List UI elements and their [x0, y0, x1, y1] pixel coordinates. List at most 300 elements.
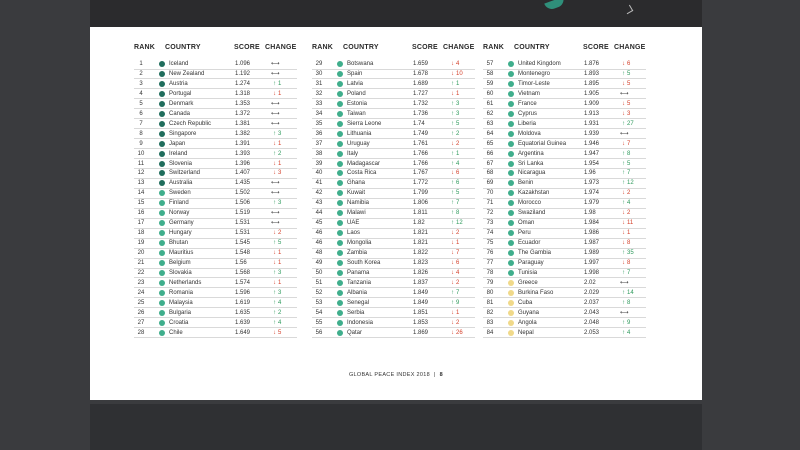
change-cell [449, 129, 459, 139]
change-cell [271, 318, 281, 328]
table-row [134, 79, 304, 89]
change-value: 12 [627, 180, 634, 187]
peace-level-dot-icon [159, 101, 165, 107]
country-cell: Kuwait [347, 190, 366, 197]
change-value: 4 [456, 160, 460, 167]
peace-level-dot-icon [508, 250, 514, 256]
score-cell: 1.596 [235, 289, 251, 296]
rank-cell: 77 [486, 260, 494, 266]
score-cell: 1.973 [584, 180, 600, 187]
change-cell [271, 328, 281, 338]
change-value: 12 [456, 220, 463, 227]
table-row [483, 188, 653, 198]
score-cell: 1.749 [413, 130, 429, 137]
arrow-up-icon: ↑ [622, 180, 625, 187]
country-cell: Spain [347, 70, 363, 77]
country-cell: Lithuania [347, 130, 372, 137]
arrow-down-icon: ↓ [451, 329, 454, 336]
table-row [134, 69, 304, 79]
change-cell [620, 288, 634, 298]
arrow-up-icon: ↑ [622, 70, 625, 77]
change-value: 5 [456, 120, 460, 127]
country-cell: Albania [347, 289, 368, 296]
arrow-down-icon: ↓ [273, 329, 276, 336]
change-cell [271, 218, 278, 228]
change-cell [620, 208, 630, 218]
country-cell: Bhutan [169, 240, 189, 247]
arrow-down-icon: ↓ [622, 61, 625, 67]
peace-level-dot-icon [508, 300, 514, 306]
change-cell [271, 288, 281, 298]
table-row [312, 218, 482, 228]
table-row [134, 159, 304, 169]
peace-level-dot-icon [508, 71, 514, 77]
change-cell [271, 178, 278, 188]
peace-level-dot-icon [337, 290, 343, 296]
table-row [312, 109, 482, 119]
country-cell: Germany [169, 220, 194, 227]
change-value: 1 [456, 240, 460, 247]
peace-level-dot-icon [337, 131, 343, 137]
peace-level-dot-icon [337, 180, 343, 186]
change-cell [449, 278, 459, 288]
rank-cell: 43 [315, 200, 323, 207]
table-row [483, 328, 653, 338]
peace-level-dot-icon [159, 230, 165, 236]
table-row [483, 178, 653, 188]
rank-cell: 10 [137, 150, 145, 157]
score-cell: 1.574 [235, 279, 251, 286]
score-cell: 2.029 [584, 289, 600, 296]
country-cell: Morocco [518, 200, 542, 207]
change-cell [271, 188, 278, 198]
table-row [134, 198, 304, 208]
country-cell: Madagascar [347, 160, 381, 167]
change-value: 2 [278, 150, 282, 157]
peace-level-dot-icon [508, 260, 514, 266]
peace-level-dot-icon [508, 280, 514, 286]
arrow-down-icon: ↓ [451, 250, 454, 257]
change-cell [449, 178, 459, 188]
change-cell [271, 238, 281, 248]
table-row [312, 268, 482, 278]
rank-cell: 58 [486, 70, 494, 77]
header-change: CHANGE [443, 44, 475, 51]
header-country: COUNTRY [514, 44, 550, 51]
score-cell: 1.096 [235, 61, 251, 67]
score-cell: 1.821 [413, 230, 429, 237]
table-row [483, 89, 653, 99]
score-cell: 1.736 [413, 110, 429, 117]
no-change-icon: ⟷ [271, 70, 280, 77]
change-cell [271, 258, 281, 268]
change-value: 5 [456, 190, 460, 197]
peace-level-dot-icon [159, 71, 165, 77]
change-cell [271, 149, 281, 159]
peace-level-dot-icon [337, 141, 343, 147]
peace-level-dot-icon [337, 111, 343, 117]
change-cell [271, 99, 278, 109]
table-row [134, 228, 304, 238]
country-cell: Namibia [347, 200, 370, 207]
rank-cell: 33 [315, 100, 323, 107]
score-cell: 1.678 [413, 70, 429, 77]
change-cell [449, 99, 459, 109]
change-value: 1 [278, 160, 282, 167]
change-cell [449, 298, 459, 308]
country-cell: Costa Rica [347, 170, 377, 177]
change-value: 2 [278, 230, 282, 237]
country-cell: Angola [518, 319, 537, 326]
change-value: 2 [456, 140, 460, 147]
rank-cell: 46 [315, 230, 323, 237]
change-cell [620, 168, 630, 178]
score-cell: 1.826 [413, 269, 429, 276]
table-row [312, 248, 482, 258]
header-score: SCORE [412, 44, 438, 51]
peace-level-dot-icon [337, 91, 343, 97]
table-row [312, 178, 482, 188]
change-cell [271, 168, 281, 178]
arrow-down-icon: ↓ [451, 61, 454, 67]
peace-level-dot-icon [508, 111, 514, 117]
score-cell: 1.984 [584, 220, 600, 227]
country-cell: Austria [169, 80, 188, 87]
table-row [483, 218, 653, 228]
arrow-up-icon: ↑ [622, 250, 625, 257]
no-change-icon: ⟷ [620, 90, 629, 97]
score-cell: 1.548 [235, 250, 251, 257]
arrow-up-icon: ↑ [622, 200, 625, 207]
arrow-down-icon: ↓ [622, 190, 625, 197]
change-value: 7 [627, 269, 631, 276]
score-cell: 1.649 [235, 329, 251, 336]
table-row [483, 168, 653, 178]
table-row [483, 238, 653, 248]
peace-level-dot-icon [337, 330, 343, 336]
change-cell [271, 69, 278, 79]
change-cell [271, 59, 278, 69]
arrow-up-icon: ↑ [451, 210, 454, 217]
score-cell: 1.732 [413, 100, 429, 107]
country-cell: Italy [347, 150, 359, 157]
arrow-up-icon: ↑ [622, 319, 625, 326]
rank-cell: 75 [486, 240, 494, 247]
country-cell: France [518, 100, 537, 107]
country-cell: Ireland [169, 150, 188, 157]
country-cell: Benin [518, 180, 534, 187]
change-cell [449, 318, 459, 328]
arrow-up-icon: ↑ [622, 289, 625, 296]
score-cell: 1.869 [413, 329, 429, 336]
rank-cell: 72 [486, 210, 494, 217]
rank-cell: 68 [486, 170, 494, 177]
peace-level-dot-icon [337, 260, 343, 266]
arrow-up-icon: ↑ [451, 80, 454, 87]
table-row [134, 208, 304, 218]
arrow-up-icon: ↑ [451, 130, 454, 137]
peace-level-dot-icon [159, 131, 165, 137]
peace-level-dot-icon [508, 81, 514, 87]
arrow-down-icon: ↓ [273, 230, 276, 237]
table-row [134, 178, 304, 188]
country-cell: Ghana [347, 180, 366, 187]
peace-level-dot-icon [337, 280, 343, 286]
table-row [312, 59, 482, 69]
table-row [134, 308, 304, 318]
change-cell [620, 308, 627, 318]
score-cell: 1.519 [235, 210, 251, 217]
country-cell: Tanzania [347, 279, 372, 286]
change-cell [271, 129, 281, 139]
table-row [483, 278, 653, 288]
score-cell: 1.531 [235, 230, 251, 237]
no-change-icon: ⟷ [271, 120, 280, 127]
page-footer [90, 372, 702, 378]
rank-cell: 8 [139, 130, 143, 137]
row-divider [312, 337, 475, 338]
table-row [312, 139, 482, 149]
peace-level-dot-icon [337, 200, 343, 206]
country-cell: Croatia [169, 319, 189, 326]
arrow-down-icon: ↓ [622, 240, 625, 247]
score-cell: 1.986 [584, 230, 600, 237]
change-cell [620, 318, 630, 328]
change-cell [449, 69, 463, 79]
table-row [312, 258, 482, 268]
rank-cell: 82 [486, 309, 494, 316]
peace-level-dot-icon [159, 170, 165, 176]
peace-level-dot-icon [337, 300, 343, 306]
arrow-up-icon: ↑ [622, 299, 625, 306]
peace-level-dot-icon [337, 250, 343, 256]
score-cell: 1.895 [584, 80, 600, 87]
score-cell: 1.851 [413, 309, 429, 316]
country-cell: Indonesia [347, 319, 374, 326]
change-cell [449, 288, 459, 298]
table-row [134, 288, 304, 298]
peace-level-dot-icon [508, 91, 514, 97]
change-value: 3 [278, 170, 282, 177]
table-row [134, 268, 304, 278]
score-cell: 1.568 [235, 269, 251, 276]
rank-cell: 9 [139, 140, 143, 147]
country-cell: Botswana [347, 61, 374, 67]
change-value: 7 [456, 289, 460, 296]
peace-level-dot-icon [159, 111, 165, 117]
change-value: 1 [627, 230, 631, 237]
arrow-down-icon: ↓ [273, 170, 276, 177]
score-cell: 1.659 [413, 61, 429, 67]
change-cell [271, 109, 278, 119]
rank-cell: 30 [315, 70, 323, 77]
score-cell: 1.761 [413, 140, 429, 147]
rank-cell: 14 [137, 190, 145, 197]
change-cell [449, 328, 463, 338]
table-row [312, 69, 482, 79]
score-cell: 1.545 [235, 240, 251, 247]
change-cell [620, 159, 630, 169]
score-cell: 2.037 [584, 299, 600, 306]
score-cell: 1.96 [584, 170, 596, 177]
peace-level-dot-icon [337, 230, 343, 236]
change-cell [449, 208, 459, 218]
header-score: SCORE [583, 44, 609, 51]
change-value: 5 [278, 240, 282, 247]
table-row [483, 268, 653, 278]
table-row [312, 298, 482, 308]
score-cell: 1.318 [235, 90, 251, 97]
peace-level-dot-icon [159, 141, 165, 147]
peace-level-dot-icon [508, 161, 514, 167]
rank-cell: 51 [315, 279, 323, 286]
peace-level-dot-icon [508, 240, 514, 246]
table-row [483, 318, 653, 328]
change-value: 7 [627, 170, 631, 177]
arrow-up-icon: ↑ [451, 200, 454, 207]
rank-cell: 16 [137, 210, 145, 217]
arrow-up-icon: ↑ [273, 319, 276, 326]
change-cell [620, 298, 630, 308]
next-page-strip [90, 404, 702, 450]
table-row [134, 139, 304, 149]
change-cell [620, 89, 627, 99]
score-cell: 1.987 [584, 240, 600, 247]
table-row [483, 79, 653, 89]
score-cell: 1.823 [413, 260, 429, 266]
country-cell: Kazakhstan [518, 190, 550, 197]
table-row [134, 109, 304, 119]
score-cell: 1.372 [235, 110, 251, 117]
change-cell [449, 59, 459, 69]
country-cell: Netherlands [169, 279, 202, 286]
table-row [483, 228, 653, 238]
header-country: COUNTRY [343, 44, 379, 51]
country-cell: Japan [169, 140, 186, 147]
rank-cell: 81 [486, 299, 494, 306]
leaf-graphic-icon [544, 0, 566, 11]
arrow-up-icon: ↑ [622, 269, 625, 276]
peace-level-dot-icon [508, 131, 514, 137]
change-cell [620, 59, 630, 69]
peace-level-dot-icon [337, 71, 343, 77]
no-change-icon: ⟷ [271, 190, 280, 197]
rank-cell: 62 [486, 110, 494, 117]
peace-level-dot-icon [159, 260, 165, 266]
country-cell: Oman [518, 220, 535, 227]
country-cell: Poland [347, 90, 366, 97]
table-row [312, 129, 482, 139]
rank-cell: 42 [315, 190, 323, 197]
change-value: 3 [278, 289, 282, 296]
table-row [134, 318, 304, 328]
country-cell: Australia [169, 180, 193, 187]
country-cell: Chile [169, 329, 183, 336]
table-row [134, 149, 304, 159]
change-value: 35 [627, 250, 634, 257]
score-cell: 1.767 [413, 170, 429, 177]
rank-cell: 7 [139, 120, 143, 127]
country-cell: Mongolia [347, 240, 372, 247]
score-cell: 1.989 [584, 250, 600, 257]
change-cell [449, 218, 463, 228]
arrow-down-icon: ↓ [273, 250, 276, 257]
arrow-down-icon: ↓ [622, 210, 625, 217]
table-row [483, 298, 653, 308]
rank-cell: 46 [315, 240, 323, 247]
change-value: 4 [278, 319, 282, 326]
arrow-up-icon: ↑ [622, 170, 625, 177]
score-cell: 2.053 [584, 329, 600, 336]
score-cell: 1.192 [235, 70, 251, 77]
rank-cell: 57 [486, 61, 494, 67]
table-row [312, 168, 482, 178]
rank-cell: 63 [486, 120, 494, 127]
table-row [483, 149, 653, 159]
rank-cell: 28 [137, 329, 145, 336]
country-cell: Cyprus [518, 110, 538, 117]
rank-cell: 18 [137, 230, 145, 237]
peace-level-dot-icon [159, 61, 165, 67]
table-row [483, 248, 653, 258]
no-change-icon: ⟷ [620, 279, 629, 286]
header-rank: RANK [134, 44, 156, 51]
change-value: 2 [456, 130, 460, 137]
score-cell: 1.905 [584, 90, 600, 97]
change-value: 4 [627, 329, 631, 336]
table-row [483, 258, 653, 268]
arrow-down-icon: ↓ [451, 230, 454, 237]
table-row [134, 298, 304, 308]
peace-level-dot-icon [508, 310, 514, 316]
no-change-icon: ⟷ [271, 61, 280, 67]
table-row [483, 139, 653, 149]
arrow-up-icon: ↑ [273, 80, 276, 87]
country-cell: Canada [169, 110, 191, 117]
arrow-down-icon: ↓ [273, 160, 276, 167]
country-cell: Norway [169, 210, 190, 217]
table-row [312, 328, 482, 338]
score-cell: 1.849 [413, 289, 429, 296]
country-cell: Finland [169, 200, 189, 207]
arrow-down-icon: ↓ [273, 90, 276, 97]
peace-level-dot-icon [159, 151, 165, 157]
table-row [134, 59, 304, 69]
change-value: 1 [456, 309, 460, 316]
rank-cell: 23 [137, 279, 145, 286]
header-rank: RANK [312, 44, 334, 51]
change-value: 1 [278, 80, 282, 87]
change-value: 1 [456, 90, 460, 97]
change-value: 6 [456, 180, 460, 187]
country-cell: Equatorial Guinea [518, 140, 567, 147]
arrow-up-icon: ↑ [451, 110, 454, 117]
no-change-icon: ⟷ [620, 309, 629, 316]
change-value: 2 [627, 190, 631, 197]
rank-cell: 74 [486, 230, 494, 237]
arrow-up-icon: ↑ [451, 120, 454, 127]
arrow-up-icon: ↑ [273, 200, 276, 207]
change-value: 27 [627, 120, 634, 127]
change-cell [620, 178, 634, 188]
change-cell [449, 258, 459, 268]
header-country: COUNTRY [165, 44, 201, 51]
arrow-down-icon: ↓ [622, 80, 625, 87]
table-row [312, 99, 482, 109]
score-cell: 1.946 [584, 140, 600, 147]
country-cell: Hungary [169, 230, 192, 237]
score-cell: 1.635 [235, 309, 251, 316]
